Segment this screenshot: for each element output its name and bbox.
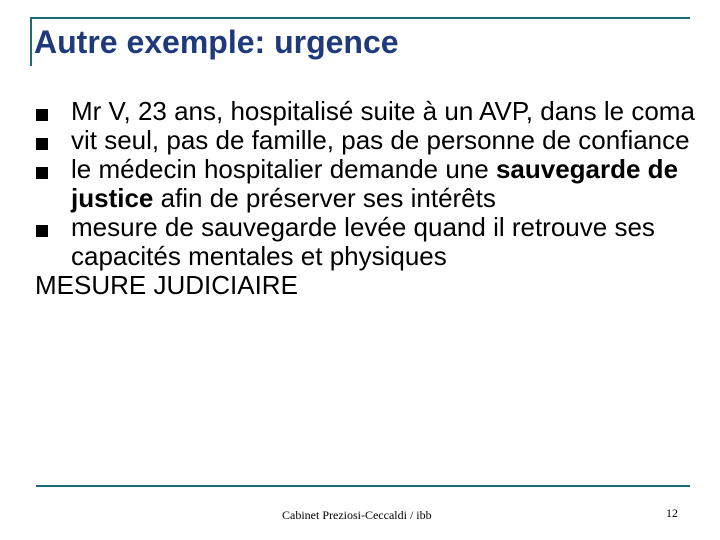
square-bullet-icon <box>36 138 48 150</box>
bullet-text: mesure de sauvegarde levée quand il retrouve ses capacités mentales et physiques <box>71 212 655 271</box>
bullet-text-before: le médecin hospitalier demande une <box>71 154 496 184</box>
bullet-list <box>36 97 696 300</box>
square-bullet-icon <box>36 109 48 121</box>
closing-statement: MESURE JUDICIAIRE <box>35 270 298 300</box>
footer-text: Cabinet Preziosi-Ceccaldi / ibb <box>282 508 432 522</box>
square-bullet-icon <box>36 167 48 179</box>
bullet-text-bold: sauvegarde de justice <box>71 154 679 213</box>
top-rule <box>30 17 690 19</box>
square-bullet-icon <box>36 225 48 237</box>
bullet-item <box>36 97 696 126</box>
bullet-item <box>36 155 696 213</box>
bullet-item <box>36 213 696 271</box>
bullet-text: vit seul, pas de famille, pas de personne de confiance <box>71 125 690 155</box>
bullet-text-after: afin de préserver ses intérêts <box>153 183 496 213</box>
bullet-item <box>36 126 696 155</box>
page-number: 12 <box>666 506 678 520</box>
slide-title: Autre exemple: urgence <box>34 24 399 60</box>
bottom-rule <box>36 485 690 487</box>
bullet-text: Mr V, 23 ans, hospitalisé suite à un AVP, dans le coma <box>71 96 695 126</box>
left-accent-bar <box>30 18 32 66</box>
